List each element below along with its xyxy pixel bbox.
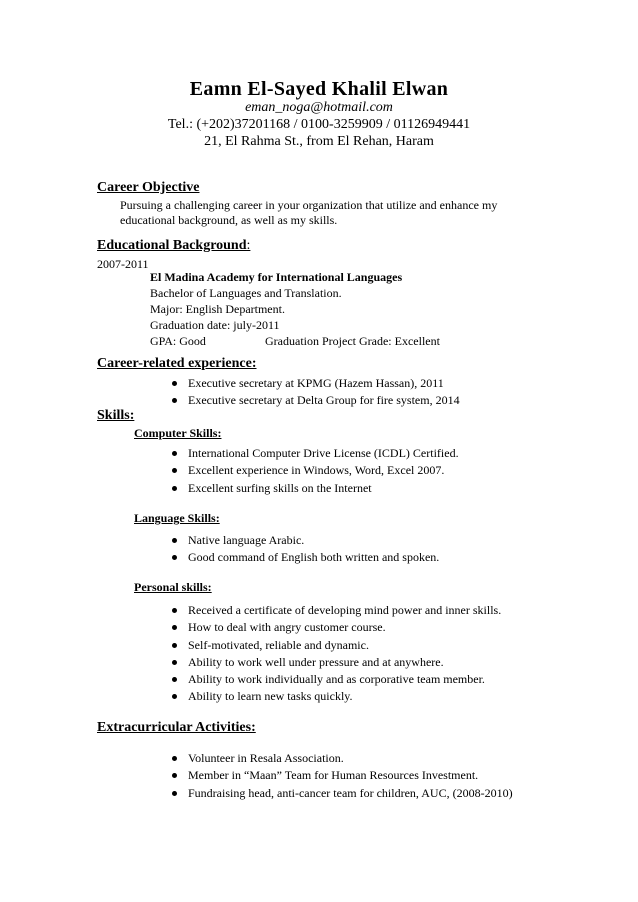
language-skills-list (170, 532, 439, 567)
list-item (170, 671, 501, 688)
bullet-icon (172, 468, 177, 473)
bullet-icon (172, 555, 177, 560)
applicant-phone: Tel.: (+202)37201168 / 0100-3259909 / 01126949441 (167, 117, 471, 132)
language-skill-item: Native language Arabic. (188, 533, 305, 547)
bullet-icon (172, 538, 177, 543)
bullet-icon (172, 486, 177, 491)
personal-skill-item: Ability to learn new tasks quickly. (188, 689, 353, 704)
extracurricular-heading: Extracurricular Activities: (97, 720, 256, 735)
bullet-icon (172, 660, 177, 665)
education-heading (97, 238, 250, 254)
computer-skill-item: International Computer Drive License (ICDL) Certified. (188, 446, 459, 460)
education-degree: Bachelor of Languages and Translation. (150, 286, 342, 300)
list-item (170, 462, 459, 479)
list-item (170, 549, 439, 566)
language-skill-item: Good command of English both written and spoken. (188, 550, 440, 565)
personal-skill-item: Self-motivated, reliable and dynamic. (188, 637, 369, 652)
language-skills-heading: Language Skills: (134, 511, 220, 525)
personal-skill-item: Ability to work well under pressure and at anywhere. (188, 654, 444, 669)
education-major: Major: English Department. (150, 302, 285, 316)
education-heading-colon: : (246, 238, 251, 253)
list-item (170, 445, 459, 462)
career-objective-line: Pursuing a challenging career in your organization that utilize and enhance my (120, 198, 498, 212)
education-project-grade: Graduation Project Grade: Excellent (265, 334, 440, 348)
education-graduation-date: Graduation date: july-2011 (150, 318, 280, 332)
bullet-icon (172, 625, 177, 630)
personal-skills-heading: Personal skills: (134, 580, 212, 594)
education-years: 2007-2011 (97, 257, 149, 271)
bullet-icon (172, 677, 177, 682)
list-item (170, 375, 460, 392)
education-institution: El Madina Academy for International Languages (150, 270, 403, 284)
bullet-icon (172, 791, 177, 796)
list-item (170, 480, 459, 497)
applicant-name: Eamn El-Sayed Khalil Elwan (189, 78, 449, 100)
list-item (170, 532, 439, 549)
bullet-icon (172, 398, 177, 403)
personal-skill-item: Received a certificate of developing mind power and inner skills. (188, 603, 502, 617)
list-item (170, 619, 501, 636)
bullet-icon (172, 773, 177, 778)
personal-skill-item: How to deal with angry customer course. (188, 620, 386, 635)
skills-heading: Skills: (97, 408, 135, 423)
education-heading-text: Educational Background (97, 238, 247, 253)
extracurricular-list (170, 750, 513, 802)
experience-heading: Career-related experience: (97, 356, 257, 371)
bullet-icon (172, 643, 177, 648)
applicant-email: eman_noga@hotmail.com (245, 100, 393, 115)
computer-skill-item: Excellent experience in Windows, Word, Excel 2007. (188, 463, 445, 478)
list-item (170, 637, 501, 654)
list-item (170, 767, 513, 784)
list-item (170, 654, 501, 671)
applicant-address: 21, El Rahma St., from El Rehan, Haram (204, 134, 434, 149)
bullet-icon (172, 451, 177, 456)
personal-skills-list (170, 602, 501, 706)
list-item (170, 750, 513, 767)
career-objective-line: educational background, as well as my skills. (120, 213, 338, 227)
extracurricular-item: Fundraising head, anti-cancer team for children, AUC, (2008-2010) (188, 785, 513, 800)
personal-skill-item: Ability to work individually and as corporative team member. (188, 672, 485, 687)
list-item (170, 785, 513, 802)
extracurricular-item: Member in “Maan” Team for Human Resources Investment. (188, 768, 479, 783)
experience-list (170, 375, 460, 410)
bullet-icon (172, 756, 177, 761)
education-gpa: GPA: Good (150, 334, 206, 348)
career-objective-heading: Career Objective (97, 180, 200, 195)
computer-skills-heading: Computer Skills: (134, 426, 222, 440)
computer-skill-item: Excellent surfing skills on the Internet (188, 480, 372, 495)
list-item (170, 392, 460, 409)
list-item (170, 688, 501, 705)
list-item (170, 602, 501, 619)
computer-skills-list (170, 445, 459, 497)
experience-item: Executive secretary at Delta Group for fire system, 2014 (188, 393, 460, 408)
experience-item: Executive secretary at KPMG (Hazem Hassan), 2011 (188, 376, 444, 390)
bullet-icon (172, 694, 177, 699)
bullet-icon (172, 381, 177, 386)
bullet-icon (172, 608, 177, 613)
extracurricular-item: Volunteer in Resala Association. (188, 751, 344, 765)
